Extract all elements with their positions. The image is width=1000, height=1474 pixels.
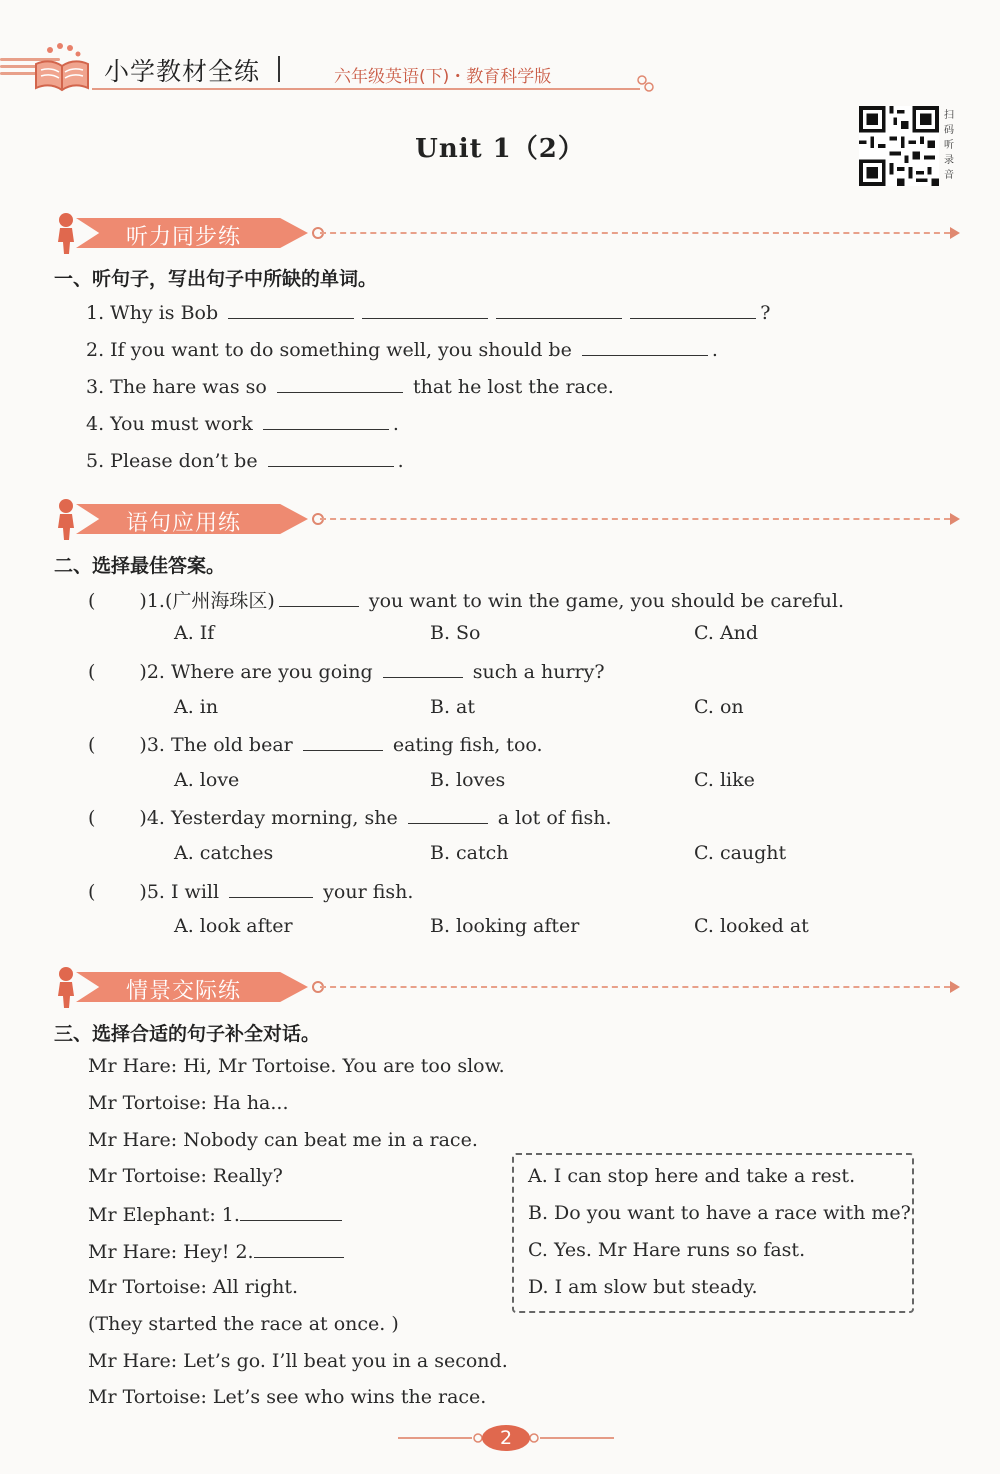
swirl-ornament-icon (634, 72, 656, 94)
question-item: ( )5. I will your fish. (88, 881, 414, 903)
option-a[interactable]: A. If (174, 622, 215, 644)
answer-paren[interactable]: ( (88, 734, 96, 756)
answer-blank[interactable] (254, 1239, 344, 1258)
answer-blank[interactable] (229, 879, 313, 898)
listening-item: 3. The hare was so that he lost the race. (86, 376, 614, 398)
answer-paren[interactable]: ( (88, 881, 96, 903)
answer-blank[interactable] (582, 337, 708, 356)
answer-blank[interactable] (228, 300, 354, 319)
footer-line (540, 1437, 614, 1439)
answer-blank[interactable] (263, 411, 389, 430)
option-b[interactable]: B. at (430, 696, 476, 718)
listening-item: 1. Why is Bob ? (86, 302, 771, 324)
dialogue-option[interactable]: D. I am slow but steady. (528, 1276, 758, 1298)
question-item: ( )2. Where are you going such a hurry? (88, 661, 605, 683)
banner-label: 语句应用练 (126, 511, 242, 536)
dialogue-line: Mr Hare: Hey! 2. (88, 1239, 348, 1263)
banner-grammar (50, 498, 960, 540)
answer-blank[interactable] (240, 1202, 342, 1221)
listening-item: 4. You must work . (86, 413, 399, 435)
option-c[interactable]: C. caught (694, 842, 787, 864)
dialogue-line: Mr Hare: Let’s go. I’ll beat you in a second. (88, 1350, 508, 1372)
footer-line (398, 1437, 472, 1439)
dialogue-line: (They started the race at once. ) (88, 1313, 399, 1335)
dialogue-option[interactable]: C. Yes. Mr Hare runs so fast. (528, 1239, 806, 1261)
dialogue-line: Mr Tortoise: Ha ha... (88, 1092, 289, 1114)
header-underline (92, 88, 640, 90)
brand-title: 小学教材全练 (104, 57, 261, 86)
option-a[interactable]: A. in (174, 696, 219, 718)
dialogue-line: Mr Tortoise: Let’s see who wins the race. (88, 1386, 487, 1408)
answer-blank[interactable] (496, 300, 622, 319)
banner-dialogue (50, 966, 960, 1008)
unit-title: Unit 1（2） (415, 134, 585, 164)
dialogue-line: Mr Tortoise: Really? (88, 1165, 283, 1187)
qr-code-icon[interactable] (858, 106, 940, 186)
option-b[interactable]: B. So (430, 622, 481, 644)
listening-item: 2. If you want to do something well, you should be . (86, 339, 718, 361)
answer-blank[interactable] (303, 732, 383, 751)
answer-blank[interactable] (277, 374, 403, 393)
option-b[interactable]: B. loves (430, 769, 506, 791)
option-a[interactable]: A. catches (174, 842, 274, 864)
option-a[interactable]: A. love (174, 769, 240, 791)
answer-blank[interactable] (279, 588, 359, 607)
book-subtitle: 六年级英语(下)・教育科学版 (334, 67, 552, 87)
answer-paren[interactable]: ( (88, 807, 96, 829)
banner-label: 听力同步练 (126, 225, 242, 250)
option-b[interactable]: B. looking after (430, 915, 580, 937)
option-c[interactable]: C. And (694, 622, 759, 644)
listening-item: 5. Please don’t be . (86, 450, 404, 472)
open-book-icon (32, 42, 92, 94)
section-heading: 一、听句子，写出句子中所缺的单词。 (54, 268, 378, 290)
banner-listening (50, 212, 960, 254)
option-c[interactable]: C. like (694, 769, 755, 791)
header-separator (278, 56, 280, 82)
answer-blank[interactable] (630, 300, 756, 319)
option-c[interactable]: C. looked at (694, 915, 809, 937)
dialogue-option[interactable]: A. I can stop here and take a rest. (528, 1165, 856, 1187)
dialogue-line: Mr Hare: Hi, Mr Tortoise. You are too slow. (88, 1055, 505, 1077)
question-item: ( )1.(广州海珠区) you want to win the game, you should be careful. (88, 590, 845, 612)
dialogue-option[interactable]: B. Do you want to have a race with me? (528, 1202, 911, 1224)
question-item: ( )4. Yesterday morning, she a lot of fish. (88, 807, 612, 829)
page-number: 2 (499, 1427, 513, 1449)
answer-blank[interactable] (362, 300, 488, 319)
section-heading: 三、选择合适的句子补全对话。 (54, 1023, 321, 1045)
answer-blank[interactable] (408, 805, 488, 824)
qr-caption: 扫 码 听 录 音 (944, 110, 954, 181)
answer-paren[interactable]: ( (88, 590, 96, 612)
dialogue-line: Mr Tortoise: All right. (88, 1276, 299, 1298)
section-heading: 二、选择最佳答案。 (54, 555, 226, 577)
answer-blank[interactable] (268, 448, 394, 467)
dialogue-line: Mr Elephant: 1. (88, 1202, 346, 1226)
banner-label: 情景交际练 (126, 979, 242, 1004)
answer-blank[interactable] (383, 659, 463, 678)
options-box (512, 1153, 914, 1313)
answer-paren[interactable]: ( (88, 661, 96, 683)
option-a[interactable]: A. look after (174, 915, 293, 937)
dialogue-line: Mr Hare: Nobody can beat me in a race. (88, 1129, 478, 1151)
question-item: ( )3. The old bear eating fish, too. (88, 734, 543, 756)
option-c[interactable]: C. on (694, 696, 744, 718)
option-b[interactable]: B. catch (430, 842, 509, 864)
